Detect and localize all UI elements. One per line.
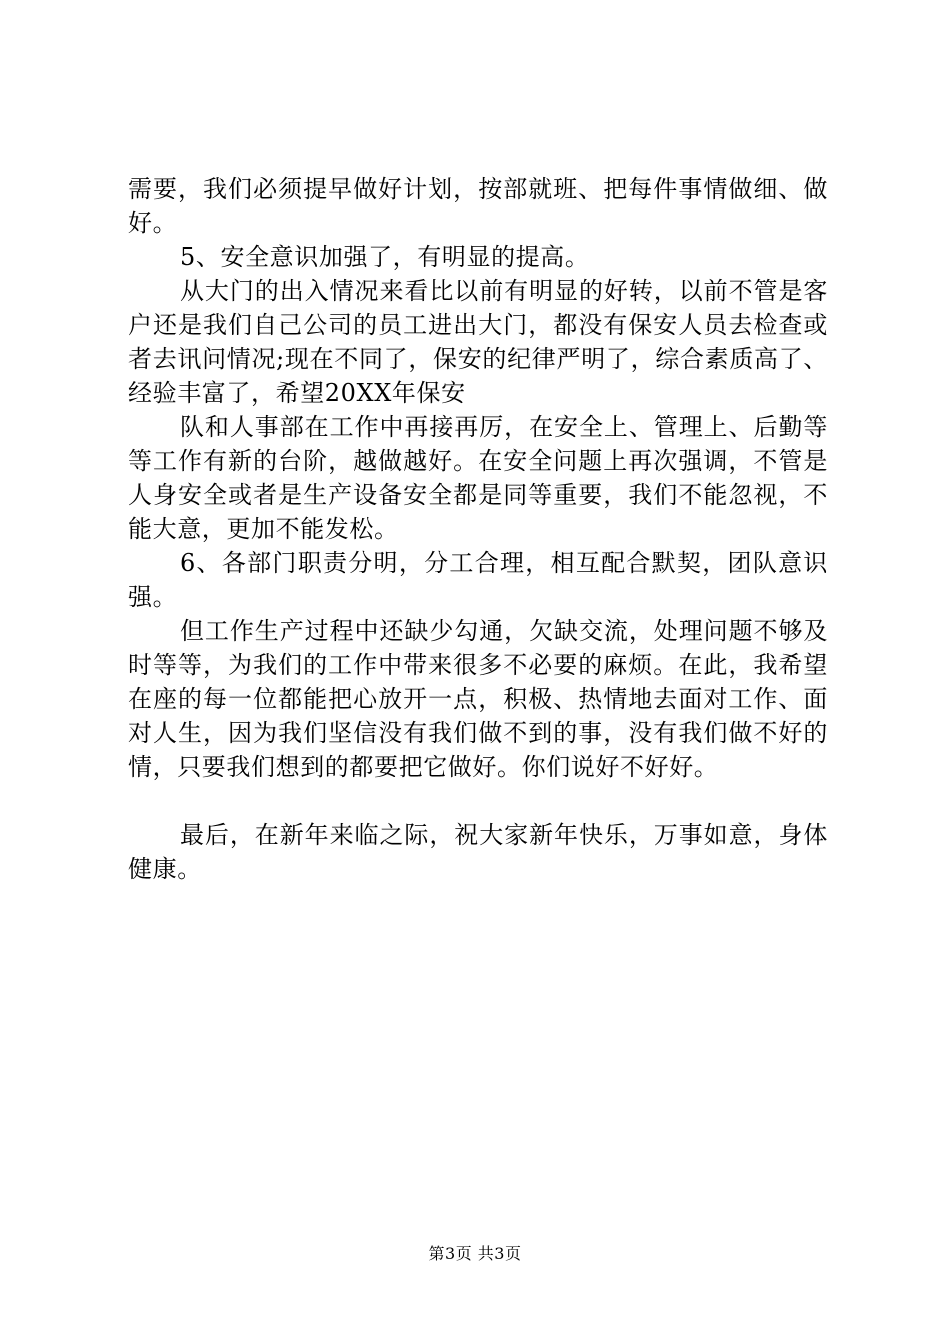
- paragraph: 队和人事部在工作中再接再厉，在安全上、管理上、后勤等等工作有新的台阶，越做越好。在安全问题上再次强调，不管是人身安全或者是生产设备安全都是同等重要，我们不能忽视，不能大意，更加不能发松。: [128, 413, 828, 543]
- paragraph: 最后，在新年来临之际，祝大家新年快乐，万事如意，身体健康。: [128, 821, 828, 883]
- paragraph-spacer: [128, 784, 828, 818]
- paragraph: 但工作生产过程中还缺少勾通，欠缺交流，处理问题不够及时等等，为我们的工作中带来很多不必要的麻烦。在此，我希望在座的每一位都能把心放开一点，积极、热情地去面对工作、面对人生，因为我们坚信没有我们做不到的事，没有我们做不好的情，只要我们想到的都要把它做好。你们说好不好好。: [128, 617, 828, 781]
- paragraph: 从大门的出入情况来看比以前有明显的好转，以前不管是客户还是我们自己公司的员工进出大门，都没有保安人员去检查或者去讯问情况;现在不同了，保安的纪律严明了，综合素质高了、经验丰富了，希望20XX年保安: [128, 277, 828, 407]
- paragraph: 5、安全意识加强了，有明显的提高。: [180, 243, 590, 271]
- document-body: [128, 172, 828, 886]
- page-footer: 第3页 共3页: [428, 1244, 522, 1263]
- paragraph: 需要，我们必须提早做好计划，按部就班、把每件事情做细、做好。: [128, 175, 828, 237]
- paragraph: 6、各部门职责分明，分工合理，相互配合默契，团队意识强。: [128, 549, 828, 611]
